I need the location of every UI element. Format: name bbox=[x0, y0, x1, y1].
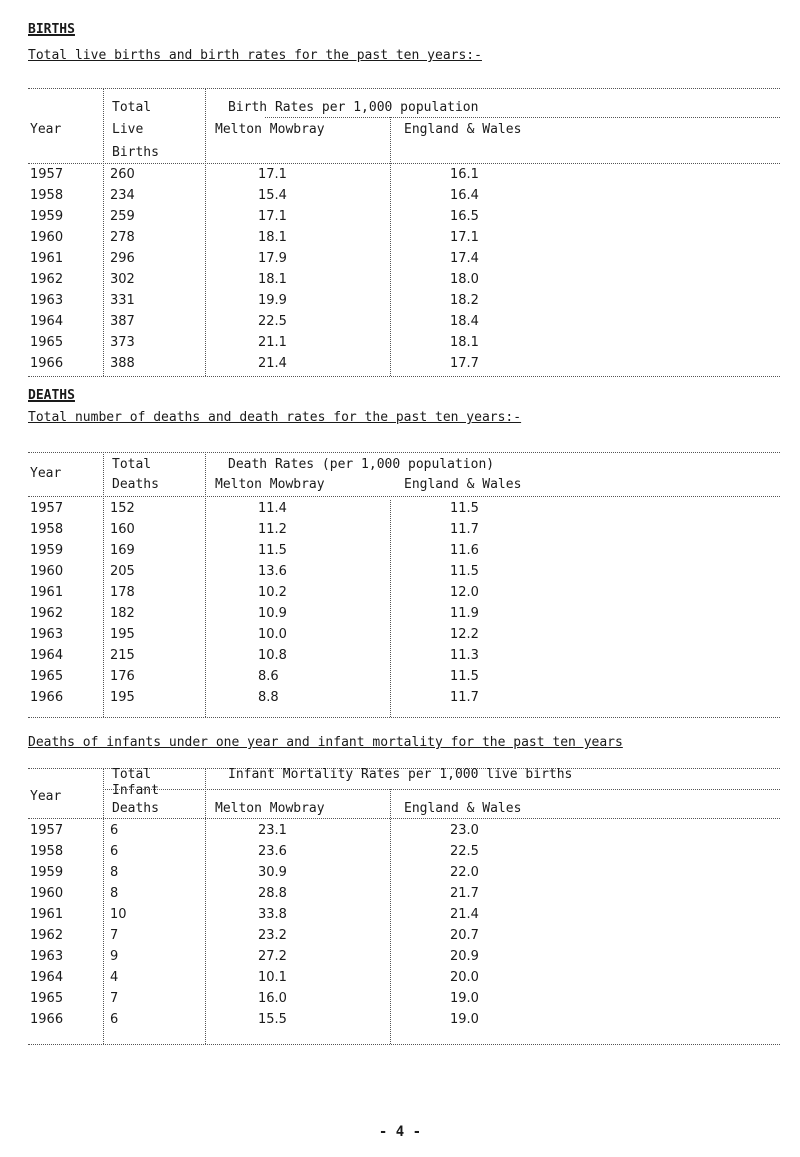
deaths-col-total-2: Deaths bbox=[112, 477, 159, 492]
total-cell: 195 bbox=[110, 690, 135, 705]
year-cell: 1959 bbox=[30, 865, 64, 880]
total-cell: 387 bbox=[110, 314, 135, 329]
total-cell: 215 bbox=[110, 648, 135, 663]
melton-rate-cell: 10.2 bbox=[258, 585, 287, 600]
deaths-divider-1 bbox=[103, 452, 104, 717]
year-cell: 1964 bbox=[30, 648, 64, 663]
births-col-total-3: Births bbox=[112, 145, 159, 160]
england-rate-cell: 20.9 bbox=[450, 949, 479, 964]
year-cell: 1964 bbox=[30, 970, 64, 985]
births-col-rates: Birth Rates per 1,000 population bbox=[228, 100, 479, 115]
deaths-col-total-1: Total bbox=[112, 457, 152, 472]
melton-rate-cell: 10.1 bbox=[258, 970, 287, 985]
deaths-table-bottom-rule bbox=[28, 717, 780, 718]
england-rate-cell: 16.1 bbox=[450, 167, 479, 182]
year-cell: 1957 bbox=[30, 167, 64, 182]
year-cell: 1959 bbox=[30, 209, 64, 224]
deaths-col-england: England & Wales bbox=[404, 477, 522, 492]
melton-rate-cell: 8.8 bbox=[258, 690, 279, 705]
england-rate-cell: 11.5 bbox=[450, 669, 479, 684]
melton-rate-cell: 8.6 bbox=[258, 669, 279, 684]
melton-rate-cell: 21.1 bbox=[258, 335, 287, 350]
year-cell: 1962 bbox=[30, 606, 64, 621]
births-col-england: England & Wales bbox=[404, 122, 522, 137]
infants-divider-2 bbox=[205, 768, 206, 1044]
england-rate-cell: 11.7 bbox=[450, 690, 479, 705]
infants-table-bottom-rule bbox=[28, 1044, 780, 1045]
deaths-col-melton: Melton Mowbray bbox=[215, 477, 325, 492]
total-cell: 331 bbox=[110, 293, 135, 308]
births-col-total-1: Total bbox=[112, 100, 152, 115]
melton-rate-cell: 16.0 bbox=[258, 991, 287, 1006]
year-cell: 1966 bbox=[30, 690, 64, 705]
melton-rate-cell: 27.2 bbox=[258, 949, 287, 964]
total-cell: 6 bbox=[110, 1012, 119, 1027]
total-cell: 205 bbox=[110, 564, 135, 579]
year-cell: 1958 bbox=[30, 522, 64, 537]
year-cell: 1965 bbox=[30, 669, 64, 684]
page-number: - 4 - bbox=[378, 1124, 422, 1140]
england-rate-cell: 12.2 bbox=[450, 627, 479, 642]
total-cell: 7 bbox=[110, 991, 119, 1006]
year-cell: 1963 bbox=[30, 949, 64, 964]
melton-rate-cell: 11.5 bbox=[258, 543, 287, 558]
infants-header-rule bbox=[28, 818, 780, 819]
england-rate-cell: 18.2 bbox=[450, 293, 479, 308]
deaths-heading: DEATHS bbox=[28, 388, 75, 403]
year-cell: 1966 bbox=[30, 356, 64, 371]
deaths-subheading: Total number of deaths and death rates for the past ten years:- bbox=[28, 410, 522, 425]
melton-rate-cell: 13.6 bbox=[258, 564, 287, 579]
total-cell: 296 bbox=[110, 251, 135, 266]
melton-rate-cell: 23.2 bbox=[258, 928, 287, 943]
melton-rate-cell: 10.9 bbox=[258, 606, 287, 621]
melton-rate-cell: 11.2 bbox=[258, 522, 287, 537]
total-cell: 182 bbox=[110, 606, 135, 621]
total-cell: 4 bbox=[110, 970, 119, 985]
england-rate-cell: 19.0 bbox=[450, 1012, 479, 1027]
melton-rate-cell: 19.9 bbox=[258, 293, 287, 308]
england-rate-cell: 18.4 bbox=[450, 314, 479, 329]
melton-rate-cell: 17.1 bbox=[258, 167, 287, 182]
infants-divider-3 bbox=[390, 789, 391, 1044]
year-cell: 1960 bbox=[30, 230, 64, 245]
births-table-bottom-rule bbox=[28, 376, 780, 377]
births-divider-3 bbox=[390, 117, 391, 376]
england-rate-cell: 18.1 bbox=[450, 335, 479, 350]
infants-col-total-3: Deaths bbox=[112, 801, 159, 816]
total-cell: 278 bbox=[110, 230, 135, 245]
melton-rate-cell: 11.4 bbox=[258, 501, 287, 516]
deaths-divider-2 bbox=[205, 452, 206, 717]
births-header-rule bbox=[28, 163, 780, 164]
melton-rate-cell: 23.1 bbox=[258, 823, 287, 838]
year-cell: 1961 bbox=[30, 585, 64, 600]
deaths-table-top-rule bbox=[28, 452, 780, 453]
melton-rate-cell: 10.0 bbox=[258, 627, 287, 642]
england-rate-cell: 17.1 bbox=[450, 230, 479, 245]
england-rate-cell: 11.3 bbox=[450, 648, 479, 663]
births-rates-rule bbox=[265, 117, 780, 118]
england-rate-cell: 12.0 bbox=[450, 585, 479, 600]
england-rate-cell: 17.4 bbox=[450, 251, 479, 266]
total-cell: 373 bbox=[110, 335, 135, 350]
melton-rate-cell: 30.9 bbox=[258, 865, 287, 880]
infants-col-total-1: Total bbox=[112, 767, 152, 782]
total-cell: 160 bbox=[110, 522, 135, 537]
england-rate-cell: 11.9 bbox=[450, 606, 479, 621]
melton-rate-cell: 21.4 bbox=[258, 356, 287, 371]
year-cell: 1958 bbox=[30, 188, 64, 203]
births-subheading: Total live births and birth rates for the past ten years:- bbox=[28, 48, 482, 63]
total-cell: 259 bbox=[110, 209, 135, 224]
melton-rate-cell: 18.1 bbox=[258, 230, 287, 245]
england-rate-cell: 20.0 bbox=[450, 970, 479, 985]
total-cell: 9 bbox=[110, 949, 119, 964]
total-cell: 6 bbox=[110, 823, 119, 838]
deaths-header-rule bbox=[28, 496, 780, 497]
england-rate-cell: 21.4 bbox=[450, 907, 479, 922]
infants-subheading: Deaths of infants under one year and infant mortality for the past ten years bbox=[28, 735, 623, 750]
year-cell: 1963 bbox=[30, 627, 64, 642]
melton-rate-cell: 17.9 bbox=[258, 251, 287, 266]
total-cell: 7 bbox=[110, 928, 119, 943]
england-rate-cell: 22.5 bbox=[450, 844, 479, 859]
england-rate-cell: 11.7 bbox=[450, 522, 479, 537]
england-rate-cell: 21.7 bbox=[450, 886, 479, 901]
total-cell: 8 bbox=[110, 865, 119, 880]
melton-rate-cell: 28.8 bbox=[258, 886, 287, 901]
deaths-divider-3 bbox=[390, 500, 391, 717]
total-cell: 178 bbox=[110, 585, 135, 600]
melton-rate-cell: 15.5 bbox=[258, 1012, 287, 1027]
infants-col-england: England & Wales bbox=[404, 801, 522, 816]
year-cell: 1963 bbox=[30, 293, 64, 308]
births-divider-1 bbox=[103, 88, 104, 376]
total-cell: 8 bbox=[110, 886, 119, 901]
infants-divider-1 bbox=[103, 768, 104, 1044]
year-cell: 1960 bbox=[30, 564, 64, 579]
england-rate-cell: 22.0 bbox=[450, 865, 479, 880]
total-cell: 169 bbox=[110, 543, 135, 558]
births-col-total-2: Live bbox=[112, 122, 144, 137]
england-rate-cell: 20.7 bbox=[450, 928, 479, 943]
total-cell: 10 bbox=[110, 907, 127, 922]
infants-col-melton: Melton Mowbray bbox=[215, 801, 325, 816]
infants-col-total-2: Infant bbox=[112, 783, 159, 798]
infants-col-year: Year bbox=[30, 789, 62, 804]
year-cell: 1962 bbox=[30, 928, 64, 943]
england-rate-cell: 11.5 bbox=[450, 501, 479, 516]
england-rate-cell: 17.7 bbox=[450, 356, 479, 371]
year-cell: 1960 bbox=[30, 886, 64, 901]
melton-rate-cell: 17.1 bbox=[258, 209, 287, 224]
england-rate-cell: 19.0 bbox=[450, 991, 479, 1006]
year-cell: 1957 bbox=[30, 823, 64, 838]
year-cell: 1961 bbox=[30, 251, 64, 266]
births-table-top-rule bbox=[28, 88, 780, 89]
england-rate-cell: 16.4 bbox=[450, 188, 479, 203]
births-heading: BIRTHS bbox=[28, 22, 75, 37]
melton-rate-cell: 15.4 bbox=[258, 188, 287, 203]
england-rate-cell: 18.0 bbox=[450, 272, 479, 287]
year-cell: 1964 bbox=[30, 314, 64, 329]
births-divider-2 bbox=[205, 88, 206, 376]
england-rate-cell: 16.5 bbox=[450, 209, 479, 224]
melton-rate-cell: 23.6 bbox=[258, 844, 287, 859]
england-rate-cell: 23.0 bbox=[450, 823, 479, 838]
total-cell: 234 bbox=[110, 188, 135, 203]
infants-col-rates: Infant Mortality Rates per 1,000 live births bbox=[228, 767, 573, 782]
year-cell: 1965 bbox=[30, 991, 64, 1006]
total-cell: 195 bbox=[110, 627, 135, 642]
total-cell: 260 bbox=[110, 167, 135, 182]
england-rate-cell: 11.5 bbox=[450, 564, 479, 579]
deaths-col-rates: Death Rates (per 1,000 population) bbox=[228, 457, 495, 472]
total-cell: 6 bbox=[110, 844, 119, 859]
year-cell: 1959 bbox=[30, 543, 64, 558]
year-cell: 1962 bbox=[30, 272, 64, 287]
melton-rate-cell: 10.8 bbox=[258, 648, 287, 663]
deaths-col-year: Year bbox=[30, 466, 62, 481]
total-cell: 388 bbox=[110, 356, 135, 371]
year-cell: 1966 bbox=[30, 1012, 64, 1027]
melton-rate-cell: 18.1 bbox=[258, 272, 287, 287]
total-cell: 302 bbox=[110, 272, 135, 287]
england-rate-cell: 11.6 bbox=[450, 543, 479, 558]
year-cell: 1958 bbox=[30, 844, 64, 859]
melton-rate-cell: 22.5 bbox=[258, 314, 287, 329]
year-cell: 1957 bbox=[30, 501, 64, 516]
year-cell: 1965 bbox=[30, 335, 64, 350]
year-cell: 1961 bbox=[30, 907, 64, 922]
total-cell: 176 bbox=[110, 669, 135, 684]
total-cell: 152 bbox=[110, 501, 135, 516]
melton-rate-cell: 33.8 bbox=[258, 907, 287, 922]
births-col-melton: Melton Mowbray bbox=[215, 122, 325, 137]
births-col-year: Year bbox=[30, 122, 62, 137]
